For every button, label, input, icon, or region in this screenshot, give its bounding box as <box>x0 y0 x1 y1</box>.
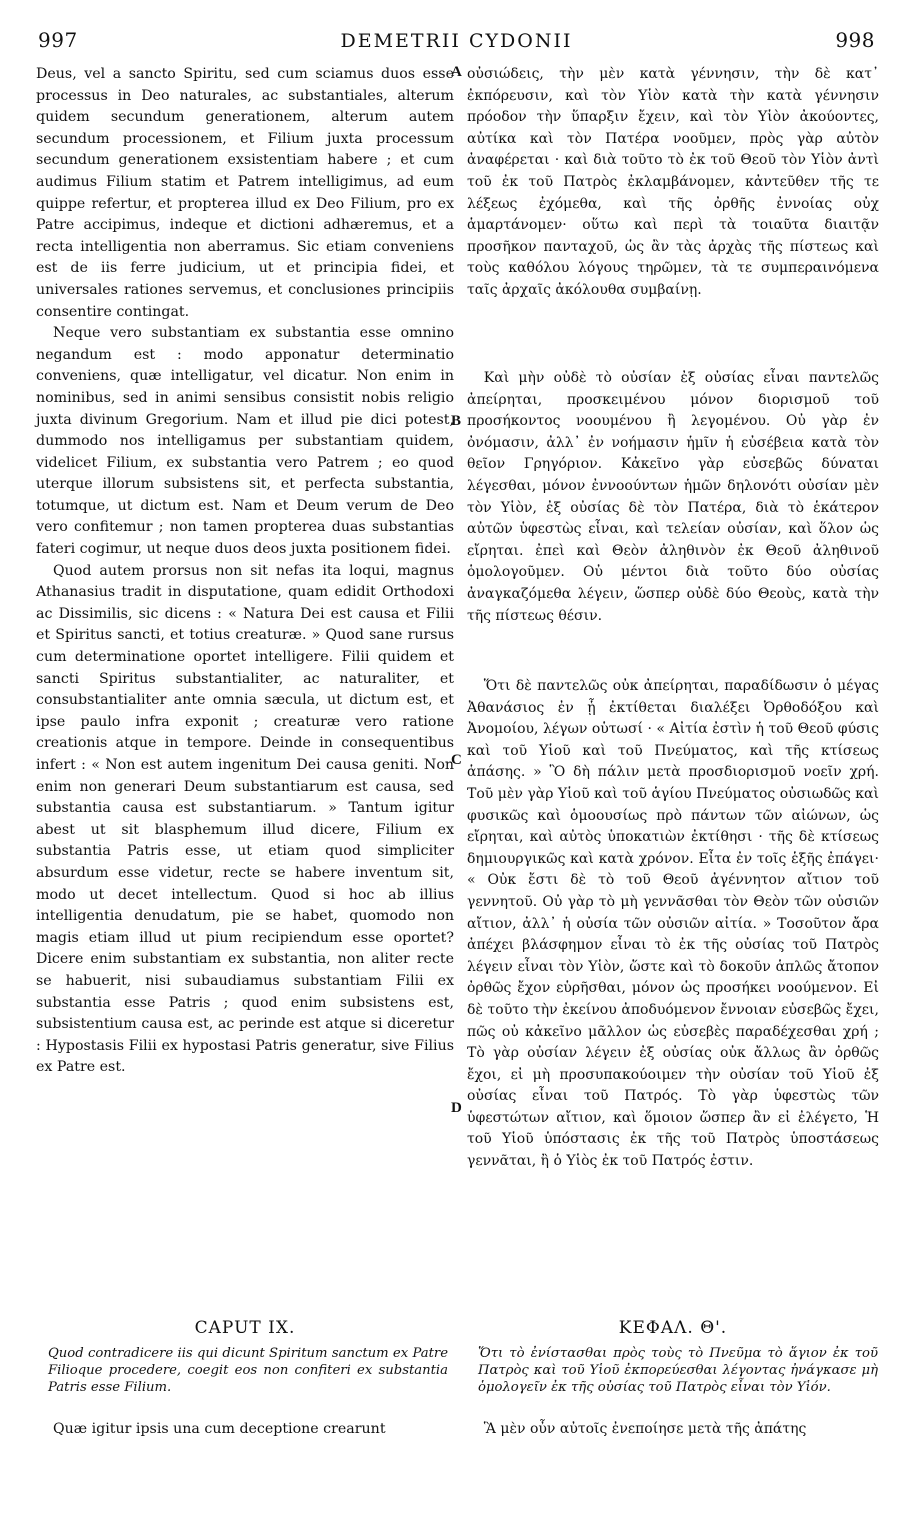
greek-column-block-2 <box>467 368 879 627</box>
latin-paragraph-1: Deus, vel a sancto Spiritu, sed cum sciamus duos esse processus in Deo naturales, ac substantiales, alterum quidem secundum generationem, alterum autem secundum processionem, et Filium juxta processum secundum generationem exsistentiam habere ; et cum audimus Filium statim et Patrem intelligimus, ad eum quippe refertur, et propterea illud ex Deo Filium, pro ex Patre accipimus, indeque et dictioni adhæremus, et a recta intelligentia non aberramus. Sic etiam conveniens est de iis ferre judicium, ut et principia fidei, et universales rationes servemus, et conclusiones principiis consentire contingat. <box>36 66 454 320</box>
margin-marker-c: C <box>451 752 462 768</box>
right-page-number: 998 <box>835 28 875 52</box>
greek-column-block-3 <box>467 676 879 1173</box>
latin-last-line: Quæ igitur ipsis una cum deceptione crearunt <box>53 1421 386 1437</box>
greek-last-line-block <box>467 1419 879 1441</box>
latin-last-line-block <box>36 1419 454 1441</box>
greek-last-line: Ἃ μὲν οὖν αὐτοῖς ἐνεποίησε μετὰ τῆς ἀπάτης <box>483 1421 807 1437</box>
running-title: DEMETRII CYDONII <box>340 30 573 52</box>
latin-column <box>36 64 454 1079</box>
left-page-number: 997 <box>38 28 78 52</box>
margin-marker-a: A <box>451 64 462 80</box>
greek-column-block-1 <box>467 64 879 302</box>
margin-marker-b: B <box>451 413 462 429</box>
latin-paragraph-2: Neque vero substantiam ex substantia esse omnino negandum est : modo apponatur determinatio conveniens, quæ intelligatur, vel dicatur. Non enim in nominibus, sed in animi sensibus consistit nobis religio juxta divinum Gregorium. Nam et illud pie dici potest, dummodo nos intelligamus per substantiam quidem, videlicet Filium, ex substantia vero Patrem ; eo quod uterque illorum subsistens sit, et perfecta substantia, totumque, ut dictum est. Nam et Deum verum de Deo vero confitemur ; non tamen propterea duas substantias fateri cogimur, ut neque duos deos juxta positionem fidei. <box>36 325 454 558</box>
margin-marker-d: D <box>451 1100 462 1116</box>
greek-chapter-summary: Ὅτι τὸ ἐνίστασθαι πρὸς τοὺς τὸ Πνεῦμα τὸ ἅγιον ἐκ τοῦ Πατρὸς καὶ τοῦ Υἱοῦ ἐκπορεύεσθαι λέγοντας ἠνάγκασε μὴ ὁμολογεῖν ἐκ τῆς οὐσίας τοῦ Πατρὸς εἶναι τὸν Υἱόν. <box>478 1346 878 1395</box>
greek-paragraph-3: Ὅτι δὲ παντελῶς οὐκ ἀπείρηται, παραδίδωσιν ὁ μέγας Ἀθανάσιος ἐν ᾗ ἐκτίθεται διαλέξει Ὀρθοδόξου καὶ Ἀνομοίου, λέγων οὑτωσί · « Αἰτία ἐστὶν ἡ τοῦ Θεοῦ φύσις καὶ τοῦ Υἱοῦ καὶ τοῦ Πνεύματος, καὶ τῆς κτίσεως ἁπάσης. » Ὃ δὴ πάλιν μετὰ προσδιορισμοῦ νοεῖν χρή. Τοῦ μὲν γὰρ Υἱοῦ καὶ τοῦ ἁγίου Πνεύματος οὐσιωδῶς καὶ φυσικῶς καὶ ὁμοουσίως πρὸ πάντων τῶν αἰώνων, ὡς εἴρηται, καὶ αὐτὸς ὑποκατιὼν ἐκτίθησι · τῆς δὲ κτίσεως δημιουργικῶς καὶ κατὰ χρόνον. Εἶτα ἐν τοῖς ἑξῆς ἐπάγει· « Οὐκ ἔστι δὲ τὸ τοῦ Θεοῦ ἀγέννητον αἴτιον τοῦ γεννητοῦ. Οὐ γὰρ τὸ μὴ γεννᾶσθαι τὸν Θεὸν τῶν οὐσιῶν αἴτιον, ἀλλ᾽ ἡ οὐσία τῶν οὐσιῶν αἰτία. » Τοσοῦτον ἄρα ἀπέχει βλάσφημον εἶναι τὸ ἐκ τῆς οὐσίας τοῦ Πατρὸς λέγειν εἶναι τὸν Υἱὸν, ὥστε καὶ τὸ δοκοῦν ἁπλῶς ἄτοπον ὀρθῶς ἔχον εὑρῆσθαι, μόνον ὡς προσήκει νοούμενον. Εἰ δὲ τοῦτο τὴν ἐκείνου ἀποδυόμενον ἔννοιαν εὐσεβῶς ἔχει, πῶς οὐ κἀκεῖνο μᾶλλον ὡς εὐσεβὲς παραδέχεσθαι χρή ; Τὸ γὰρ οὐσίαν λέγειν ἐξ οὐσίας οὐκ ἄλλως ἂν ὀρθῶς ἔχοι, εἰ μὴ προσυπακούοιμεν τὴν οὐσίαν τοῦ Υἱοῦ ἐξ οὐσίας εἶναι τοῦ Πατρός. Τὸ γὰρ ὑφεστὼς τῶν ὑφεστώτων αἴτιον, καὶ ὅμοιον ὥσπερ ἂν εἰ ἐλέγετο, Ἡ τοῦ Υἱοῦ ὑπόστασις ἐκ τῆς τοῦ Πατρὸς ὑποστάσεως γεννᾶται, ἢ ὁ Υἱὸς ἐκ τοῦ Πατρός ἐστιν. <box>467 678 879 1170</box>
latin-chapter-heading: CAPUT IX. <box>194 1318 296 1338</box>
page-header <box>0 28 913 58</box>
greek-chapter-heading: ΚΕΦΑΛ. Θ'. <box>618 1318 728 1338</box>
latin-paragraph-3: Quod autem prorsus non sit nefas ita loqui, magnus Athanasius tradit in disputatione, quam edidit Orthodoxi ac Dissimilis, sic dicens : « Natura Dei est causa et Filii et Spiritus sancti, et totius creaturæ. » Quod sane rursus cum determinatione oportet intelligere. Filii quidem et sancti Spiritus substantialiter, ac naturaliter, et consubstantialiter ante omnia sæcula, ut dictum est, et ipse paulo infra exponit ; creaturæ vero ratione creationis atque in tempore. Deinde in consequentibus infert : « Non est autem ingenitum Dei causa geniti. Non enim non generari Deum substantiarum est causa, sed substantia causa est substantiarum. » Tantum igitur abest ut sit blasphemum illud dicere, Filium ex substantia Patris esse, ut etiam quod simpliciter absurdum esse videtur, recte se habere inventum sit, modo ut decet intellectum. Quod si hoc ab illius intelligentia denudatum, pie se habet, quomodo non magis etiam illud ut pium recipiendum esse oportet? Dicere enim substantiam ex substantia, non aliter recte se habuerit, nisi subaudiamus substantiam Filii ex substantia esse Patris ; quod enim subsistens est, subsistentium causa est, ac perinde est atque si diceretur : Hypostasis Filii ex hypostasi Patris generatur, sive Filius ex Patre est. <box>36 562 454 1076</box>
greek-paragraph-1: οὐσιώδεις, τὴν μὲν κατὰ γέννησιν, τὴν δὲ κατ᾽ ἐκπόρευσιν, καὶ τὸν Υἱὸν κατὰ τὴν κατὰ γέννησιν πρόοδον τὴν ὕπαρξιν ἔχειν, καὶ τὸν Υἱὸν ἀκούοντες, αὐτίκα καὶ τὸν Πατέρα νοοῦμεν, πρὸς γὰρ αὐτὸν ἀναφέρεται · καὶ διὰ τοῦτο τὸ ἐκ τοῦ Θεοῦ τὸν Υἱὸν ἀντὶ τοῦ ἐκ τοῦ Πατρὸς ἐκλαμβάνομεν, κἀντεῦθεν τῆς τε λέξεως ἐχόμεθα, καὶ τῆς ὀρθῆς ἐννοίας οὐχ ἁμαρτάνομεν· οὕτω καὶ περὶ τὰ τοιαῦτα διαιτᾷν προσῆκον πανταχοῦ, ὡς ἂν τὰς ἀρχὰς τῆς πίστεως καὶ τοὺς καθόλου λόγους τηρῶμεν, τὰ τε συμπεραινόμενα ταῖς ἀρχαῖς ἀκόλουθα συμβαίνῃ. <box>467 66 879 298</box>
greek-paragraph-2: Καὶ μὴν οὐδὲ τὸ οὐσίαν ἐξ οὐσίας εἶναι παντελῶς ἀπείρηται, προσκειμένου μόνον διορισμοῦ τοῦ προσήκοντος νοουμένου ἢ λεγομένου. Οὐ γὰρ ἐν ὀνόμασιν, ἀλλ᾽ ἐν νοήμασιν ἡμῖν ἡ εὐσέβεια κατὰ τὸν θεῖον Γρηγόριον. Κἀκεῖνο γὰρ εὐσεβῶς δύναται λέγεσθαι, μόνον ἐννοούντων ἡμῶν δηλονότι οὐσίαν μὲν τὸν Υἱὸν, ἐξ οὐσίας δὲ τὸν Πατέρα, διὰ τὸ ἑκάτερον αὐτῶν ὑφεστὼς εἶναι, καὶ τελείαν οὐσίαν, καὶ ὅλον ὡς εἴρηται. ἐπεὶ καὶ Θεὸν ἀληθινὸν ἐκ Θεοῦ ἀληθινοῦ ὁμολογοῦμεν. Οὐ μέντοι διὰ τοῦτο δύο οὐσίας ἀναγκαζόμεθα λέγειν, ὥσπερ οὐδὲ δύο Θεοὺς, κατὰ τὴν τῆς πίστεως θέσιν. <box>467 370 879 624</box>
latin-chapter-summary: Quod contradicere iis qui dicunt Spiritum sanctum ex Patre Filioque procedere, coegit eos non confiteri ex substantia Patris esse Filium. <box>48 1346 448 1395</box>
